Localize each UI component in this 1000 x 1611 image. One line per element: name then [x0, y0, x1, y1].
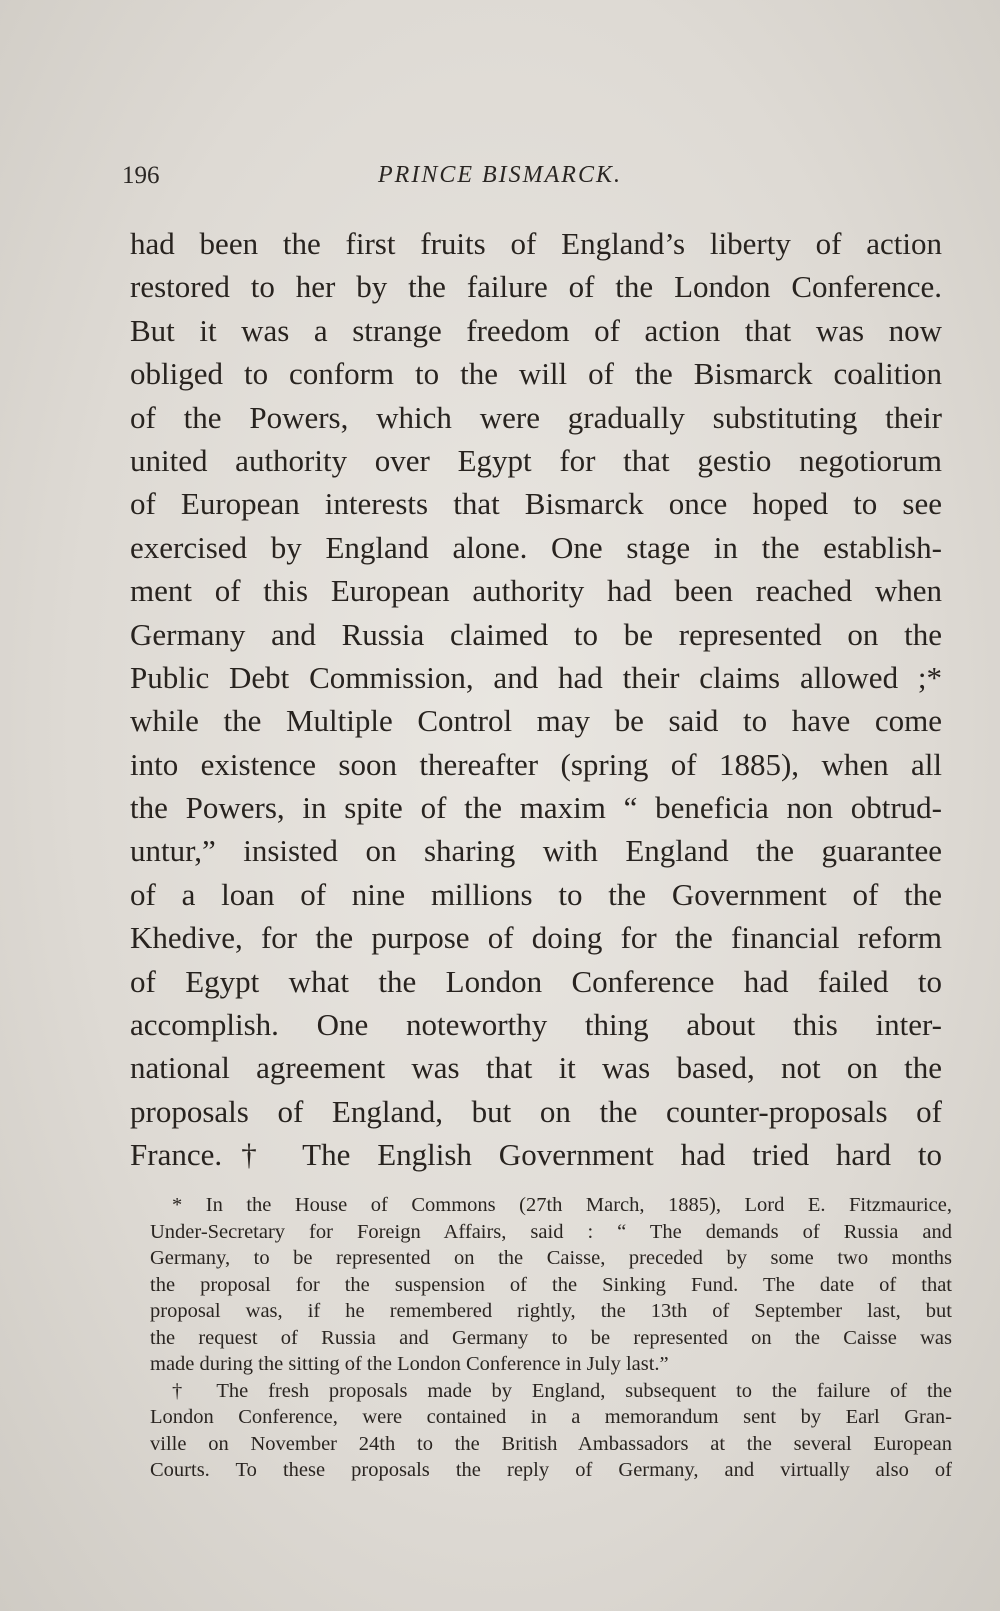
footnote-line: the proposal for the suspension of the Sinking Fund. The date of that [150, 1273, 952, 1296]
footnote-line: * In the House of Commons (27th March, 1885), Lord E. Fitzmaurice, [172, 1194, 952, 1216]
text-line: united authority over Egypt for that gestio negotiorum [130, 442, 942, 478]
text-line: untur,” insisted on sharing with England the guarantee [130, 833, 942, 869]
text-line: proposals of England, but on the counter-proposals of [130, 1093, 942, 1129]
text-line: the Powers, in spite of the maxim “ beneficia non obtrud- [130, 790, 942, 826]
text-line: accomplish. One noteworthy thing about this inter- [130, 1007, 942, 1043]
text-line: of the Powers, which were gradually substituting their [130, 399, 942, 435]
footnote-line: Under-Secretary for Foreign Affairs, said : “ The demands of Russia and [150, 1220, 952, 1243]
text-line: Khedive, for the purpose of doing for the financial reform [130, 920, 942, 956]
text-line: restored to her by the failure of the London Conference. [130, 269, 942, 305]
footnote-line: Germany, to be represented on the Caisse, preceded by some two months [150, 1247, 952, 1269]
text-line: of European interests that Bismarck once hoped to see [130, 486, 942, 522]
text-line: Public Debt Commission, and had their claims allowed ;* [130, 659, 942, 695]
text-line: Germany and Russia claimed to be represented on the [130, 616, 942, 652]
text-line: of a loan of nine millions to the Government of the [130, 876, 942, 912]
footnote-line: proposal was, if he remembered rightly, the 13th of September last, but [150, 1300, 952, 1322]
footnotes [150, 1192, 952, 1484]
page-header [122, 162, 682, 202]
body-text [130, 222, 942, 1177]
footnote-line: made during the sitting of the London Conference in July last.” [150, 1353, 669, 1375]
footnote-line: ville on November 24th to the British Ambassadors at the several European [150, 1432, 952, 1455]
text-line: But it was a strange freedom of action that was now [130, 312, 942, 348]
text-line: had been the first fruits of England’s liberty of action [130, 226, 942, 261]
text-line: national agreement was that it was based, not on the [130, 1050, 942, 1086]
text-line: France.† The English Government had tried hard to [130, 1137, 942, 1173]
footnote-line: the request of Russia and Germany to be represented on the Caisse was [150, 1326, 952, 1349]
text-line: obliged to conform to the will of the Bismarck coalition [130, 356, 942, 392]
footnote-line: Courts. To these proposals the reply of Germany, and virtually also of [150, 1459, 952, 1481]
text-line: while the Multiple Control may be said to have come [130, 703, 942, 739]
footnote-line: London Conference, were contained in a memorandum sent by Earl Gran- [150, 1406, 952, 1428]
text-line: ment of this European authority had been reached when [130, 573, 942, 609]
footnote-line: † The fresh proposals made by England, subsequent to the failure of the [172, 1379, 952, 1402]
running-title: PRINCE BISMARCK. [378, 162, 622, 188]
text-line: of Egypt what the London Conference had failed to [130, 963, 942, 999]
text-line: into existence soon thereafter (spring of 1885), when all [130, 746, 942, 782]
text-line: exercised by England alone. One stage in the establish- [130, 529, 942, 565]
page-number: 196 [122, 162, 160, 189]
